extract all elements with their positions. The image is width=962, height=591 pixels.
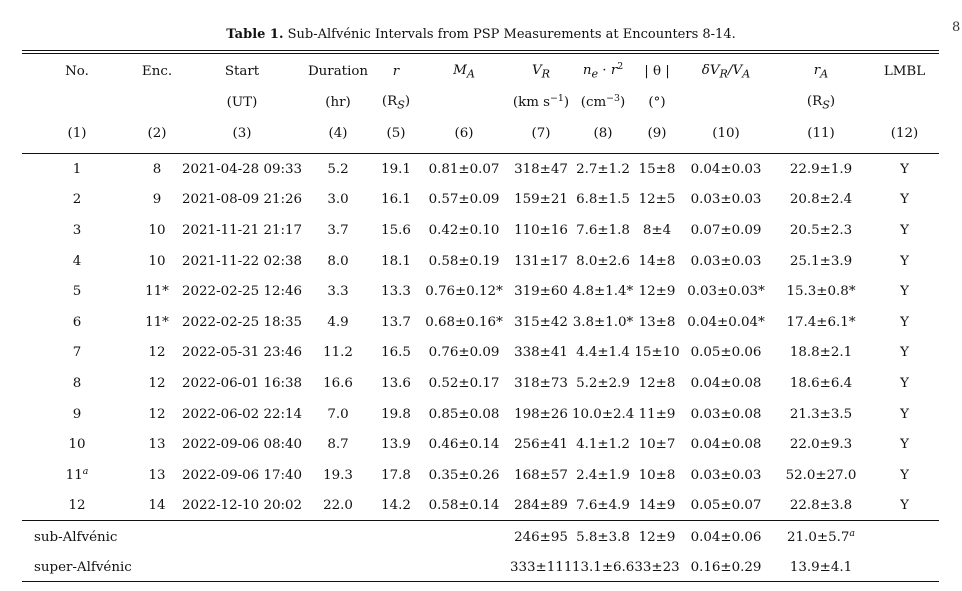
col-number: (8) <box>593 126 613 141</box>
bottom-rule <box>22 581 939 582</box>
page-marker: 8 <box>952 20 961 35</box>
cell-ma: 0.35±0.26 <box>428 467 500 483</box>
cell-dvr: 0.04±0.08 <box>690 375 762 391</box>
table-row <box>22 246 939 277</box>
cell-no: 1 <box>72 161 82 177</box>
cell-dvr: 0.03±0.03 <box>690 192 762 208</box>
col-header-ne: $n_e \cdot r^2$ <box>582 60 624 81</box>
cell-enc: 9 <box>152 192 162 208</box>
cell-lmbl: Y <box>900 192 909 208</box>
col-header-lmbl: LMBL <box>883 64 926 79</box>
summary-row <box>22 522 939 552</box>
cell-ne: 10.0±2.4 <box>572 406 635 422</box>
unit-ra: $(R_S)$ <box>806 93 836 112</box>
unit-duration: (hr) <box>325 95 351 110</box>
cell-theta: 10±7 <box>638 437 676 453</box>
cell-r: 13.7 <box>381 314 411 330</box>
col-number: (2) <box>147 126 167 141</box>
cell-ma: 0.52±0.17 <box>428 375 500 391</box>
cell-r: 19.8 <box>381 406 411 422</box>
table-row <box>22 429 939 460</box>
cell-vr: 159±21 <box>514 192 568 208</box>
cell-theta: 12±9 <box>638 284 676 300</box>
cell-ne: 5.2±2.9 <box>576 375 630 391</box>
table-row <box>22 368 939 399</box>
cell-start: 2021-04-28 09:33 <box>182 161 303 177</box>
cell-no: 11$^a$ <box>65 465 89 483</box>
cell-enc: 12 <box>148 345 166 361</box>
cell-ra: 20.5±2.3 <box>789 222 853 238</box>
table-row <box>22 491 939 522</box>
cell-start: 2021-11-22 02:38 <box>182 253 303 269</box>
cell-duration: 3.7 <box>327 222 349 238</box>
col-header-start: Start <box>224 64 260 79</box>
cell-ma: 0.58±0.19 <box>428 253 500 269</box>
cell-dvr: 0.03±0.03* <box>687 284 765 300</box>
cell-ra: 25.1±3.9 <box>789 253 853 269</box>
cell-ra: 22.8±3.8 <box>789 498 853 514</box>
cell-vr: 168±57 <box>514 467 568 483</box>
cell-duration: 5.2 <box>327 161 349 177</box>
cell-r: 13.3 <box>381 284 411 300</box>
col-number: (5) <box>386 126 406 141</box>
cell-ra: 17.4±6.1* <box>786 314 856 330</box>
cell-theta: 15±8 <box>638 161 676 177</box>
cell-start: 2022-09-06 17:40 <box>182 467 303 483</box>
cell-ne: 2.7±1.2 <box>576 161 630 177</box>
col-header-duration: Duration <box>307 64 369 79</box>
cell-ne: 7.6±1.8 <box>576 222 630 238</box>
unit-ne: $(cm^{-3})$ <box>580 92 626 110</box>
cell-theta: 11±9 <box>638 406 676 422</box>
cell-r: 18.1 <box>381 253 411 269</box>
cell-dvr: 0.07±0.09 <box>690 222 762 238</box>
cell-no: 9 <box>72 406 82 422</box>
col-header-ra: $r_A$ <box>813 62 829 81</box>
cell-start: 2022-02-25 18:35 <box>182 314 303 330</box>
cell-duration: 3.0 <box>327 192 349 208</box>
cell-lmbl: Y <box>900 222 909 238</box>
cell-ma: 0.76±0.12* <box>425 284 503 300</box>
summary-theta: 33±23 <box>634 559 680 575</box>
cell-enc: 12 <box>148 406 166 422</box>
summary-ne: 13.1±6.6 <box>572 559 635 575</box>
summary-vr: 333±111 <box>510 559 573 575</box>
cell-dvr: 0.03±0.03 <box>690 467 762 483</box>
cell-r: 19.1 <box>381 161 411 177</box>
top-rule <box>22 50 939 51</box>
summary-dv: 0.16±0.29 <box>690 559 762 575</box>
cell-theta: 13±8 <box>638 314 676 330</box>
col-header-enc: Enc. <box>141 64 173 79</box>
cell-duration: 4.9 <box>327 314 349 330</box>
cell-ne: 4.4±1.4 <box>576 345 630 361</box>
cell-vr: 131±17 <box>514 253 568 269</box>
cell-ma: 0.85±0.08 <box>428 406 500 422</box>
cell-ma: 0.81±0.07 <box>428 161 500 177</box>
cell-r: 13.9 <box>381 437 411 453</box>
cell-r: 15.6 <box>381 222 411 238</box>
cell-vr: 318±73 <box>514 375 568 391</box>
cell-lmbl: Y <box>900 498 909 514</box>
cell-ne: 2.4±1.9 <box>576 467 630 483</box>
caption-text: Sub-Alfvénic Intervals from PSP Measurements at Encounters 8-14. <box>287 27 736 42</box>
cell-ra: 20.8±2.4 <box>789 192 853 208</box>
cell-enc: 14 <box>148 498 166 514</box>
col-number: (1) <box>67 126 87 141</box>
cell-lmbl: Y <box>900 406 909 422</box>
col-number: (10) <box>712 126 740 141</box>
cell-enc: 11* <box>145 284 169 300</box>
cell-dvr: 0.04±0.08 <box>690 437 762 453</box>
cell-ma: 0.57±0.09 <box>428 192 500 208</box>
cell-no: 3 <box>72 222 82 238</box>
cell-start: 2022-02-25 12:46 <box>182 284 303 300</box>
cell-start: 2022-09-06 08:40 <box>182 437 303 453</box>
cell-no: 10 <box>68 437 86 453</box>
unit-start: (UT) <box>226 95 258 110</box>
cell-ra: 15.3±0.8* <box>786 284 856 300</box>
cell-dvr: 0.03±0.03 <box>690 253 762 269</box>
table-row <box>22 154 939 185</box>
cell-duration: 8.0 <box>327 253 349 269</box>
col-number: (4) <box>328 126 348 141</box>
table-summary <box>22 522 939 582</box>
cell-dvr: 0.04±0.03 <box>690 161 762 177</box>
cell-vr: 315±42 <box>514 314 568 330</box>
cell-theta: 8±4 <box>642 222 672 238</box>
cell-vr: 338±41 <box>514 345 568 361</box>
summary-vr: 246±95 <box>514 529 568 545</box>
cell-lmbl: Y <box>900 253 909 269</box>
cell-lmbl: Y <box>900 437 909 453</box>
cell-no: 12 <box>68 498 86 514</box>
cell-ma: 0.68±0.16* <box>425 314 503 330</box>
cell-r: 13.6 <box>381 375 411 391</box>
col-number: (7) <box>531 126 551 141</box>
col-number: (6) <box>454 126 474 141</box>
cell-duration: 7.0 <box>327 406 349 422</box>
col-header-dvr: $\delta V_R/V_A$ <box>701 62 751 81</box>
header-row-names <box>22 56 939 87</box>
cell-start: 2022-12-10 20:02 <box>182 498 303 514</box>
cell-ne: 4.1±1.2 <box>576 437 630 453</box>
cell-ra: 18.6±6.4 <box>789 375 853 391</box>
summary-ne: 5.8±3.8 <box>576 529 630 545</box>
cell-ma: 0.42±0.10 <box>428 222 500 238</box>
summary-rule <box>22 520 939 521</box>
cell-vr: 256±41 <box>514 437 568 453</box>
col-header-ma: $M_A$ <box>453 62 475 81</box>
cell-ra: 18.8±2.1 <box>789 345 853 361</box>
col-header-r: r <box>392 64 400 79</box>
cell-theta: 14±8 <box>638 253 676 269</box>
col-header-no: No. <box>65 64 89 79</box>
col-number: (9) <box>647 126 667 141</box>
cell-duration: 19.3 <box>323 467 353 483</box>
cell-ma: 0.58±0.14 <box>428 498 500 514</box>
unit-r: $(R_S)$ <box>381 93 411 112</box>
cell-duration: 8.7 <box>327 437 349 453</box>
cell-duration: 16.6 <box>323 375 353 391</box>
cell-no: 6 <box>72 314 82 330</box>
cell-no: 2 <box>72 192 82 208</box>
cell-lmbl: Y <box>900 375 909 391</box>
cell-ne: 8.0±2.6 <box>576 253 630 269</box>
table-row <box>22 276 939 307</box>
cell-r: 14.2 <box>381 498 411 514</box>
cell-ra: 22.9±1.9 <box>789 161 853 177</box>
cell-ma: 0.46±0.14 <box>428 437 500 453</box>
footnote-marker: a <box>82 465 89 477</box>
summary-label: sub-Alfvénic <box>34 529 118 545</box>
col-header-vr: $V_R$ <box>531 62 551 81</box>
cell-dvr: 0.05±0.07 <box>690 498 762 514</box>
cell-vr: 319±60 <box>514 284 568 300</box>
cell-no: 5 <box>72 284 82 300</box>
col-number: (11) <box>807 126 835 141</box>
summary-theta: 12±9 <box>638 529 676 545</box>
cell-start: 2021-11-21 21:17 <box>182 222 303 238</box>
cell-duration: 11.2 <box>323 345 353 361</box>
cell-enc: 13 <box>148 467 166 483</box>
cell-ra: 22.0±9.3 <box>789 437 853 453</box>
cell-no: 8 <box>72 375 82 391</box>
cell-start: 2022-05-31 23:46 <box>182 345 303 361</box>
caption-label: Table 1. <box>226 27 284 42</box>
cell-lmbl: Y <box>900 314 909 330</box>
cell-start: 2021-08-09 21:26 <box>182 192 303 208</box>
cell-lmbl: Y <box>900 284 909 300</box>
cell-r: 16.5 <box>381 345 411 361</box>
cell-vr: 110±16 <box>514 222 568 238</box>
cell-vr: 318±47 <box>514 161 568 177</box>
header-row-units <box>22 87 939 118</box>
table-row <box>22 307 939 338</box>
table-row <box>22 215 939 246</box>
top-rule-double <box>22 53 939 54</box>
cell-duration: 22.0 <box>323 498 353 514</box>
cell-start: 2022-06-01 16:38 <box>182 375 303 391</box>
cell-enc: 10 <box>148 222 166 238</box>
table-row <box>22 338 939 369</box>
cell-theta: 12±8 <box>638 375 676 391</box>
cell-lmbl: Y <box>900 161 909 177</box>
unit-theta: (°) <box>648 95 666 110</box>
unit-vr: (km $s^{-1}$) <box>512 92 570 110</box>
cell-no: 7 <box>72 345 82 361</box>
cell-enc: 12 <box>148 375 166 391</box>
cell-vr: 198±26 <box>514 406 568 422</box>
cell-r: 17.8 <box>381 467 411 483</box>
col-header-theta: | θ | <box>644 64 670 79</box>
cell-enc: 13 <box>148 437 166 453</box>
col-number: (3) <box>232 126 252 141</box>
cell-dvr: 0.04±0.04* <box>687 314 765 330</box>
cell-dvr: 0.03±0.08 <box>690 406 762 422</box>
cell-no: 4 <box>72 253 82 269</box>
cell-vr: 284±89 <box>514 498 568 514</box>
cell-theta: 10±8 <box>638 467 676 483</box>
cell-lmbl: Y <box>900 467 909 483</box>
cell-dvr: 0.05±0.06 <box>690 345 762 361</box>
summary-label: super-Alfvénic <box>34 559 132 575</box>
summary-dv: 0.04±0.06 <box>690 529 762 545</box>
cell-ma: 0.76±0.09 <box>428 345 500 361</box>
col-number: (12) <box>890 126 919 141</box>
cell-ne: 3.8±1.0* <box>572 314 634 330</box>
cell-r: 16.1 <box>381 192 411 208</box>
cell-ra: 21.3±3.5 <box>789 406 853 422</box>
cell-ra: 52.0±27.0 <box>785 467 857 483</box>
table-header <box>22 56 939 149</box>
cell-start: 2022-06-02 22:14 <box>182 406 303 422</box>
cell-theta: 12±5 <box>638 192 676 208</box>
cell-theta: 14±9 <box>638 498 676 514</box>
table-row <box>22 185 939 216</box>
cell-duration: 3.3 <box>327 284 349 300</box>
summary-ra: 13.9±4.1 <box>789 559 853 575</box>
cell-enc: 8 <box>152 161 162 177</box>
table-row <box>22 460 939 491</box>
table-row <box>22 399 939 430</box>
cell-ne: 7.6±4.9 <box>576 498 630 514</box>
cell-ne: 4.8±1.4* <box>572 284 634 300</box>
cell-enc: 11* <box>145 314 169 330</box>
summary-row <box>22 552 939 582</box>
cell-ne: 6.8±1.5 <box>576 192 630 208</box>
cell-enc: 10 <box>148 253 166 269</box>
cell-lmbl: Y <box>900 345 909 361</box>
cell-theta: 15±10 <box>634 345 680 361</box>
header-row-numbers <box>22 118 939 149</box>
table-caption <box>0 27 962 42</box>
summary-ra: 21.0±5.7$^a$ <box>787 527 855 545</box>
table-body <box>22 154 939 521</box>
